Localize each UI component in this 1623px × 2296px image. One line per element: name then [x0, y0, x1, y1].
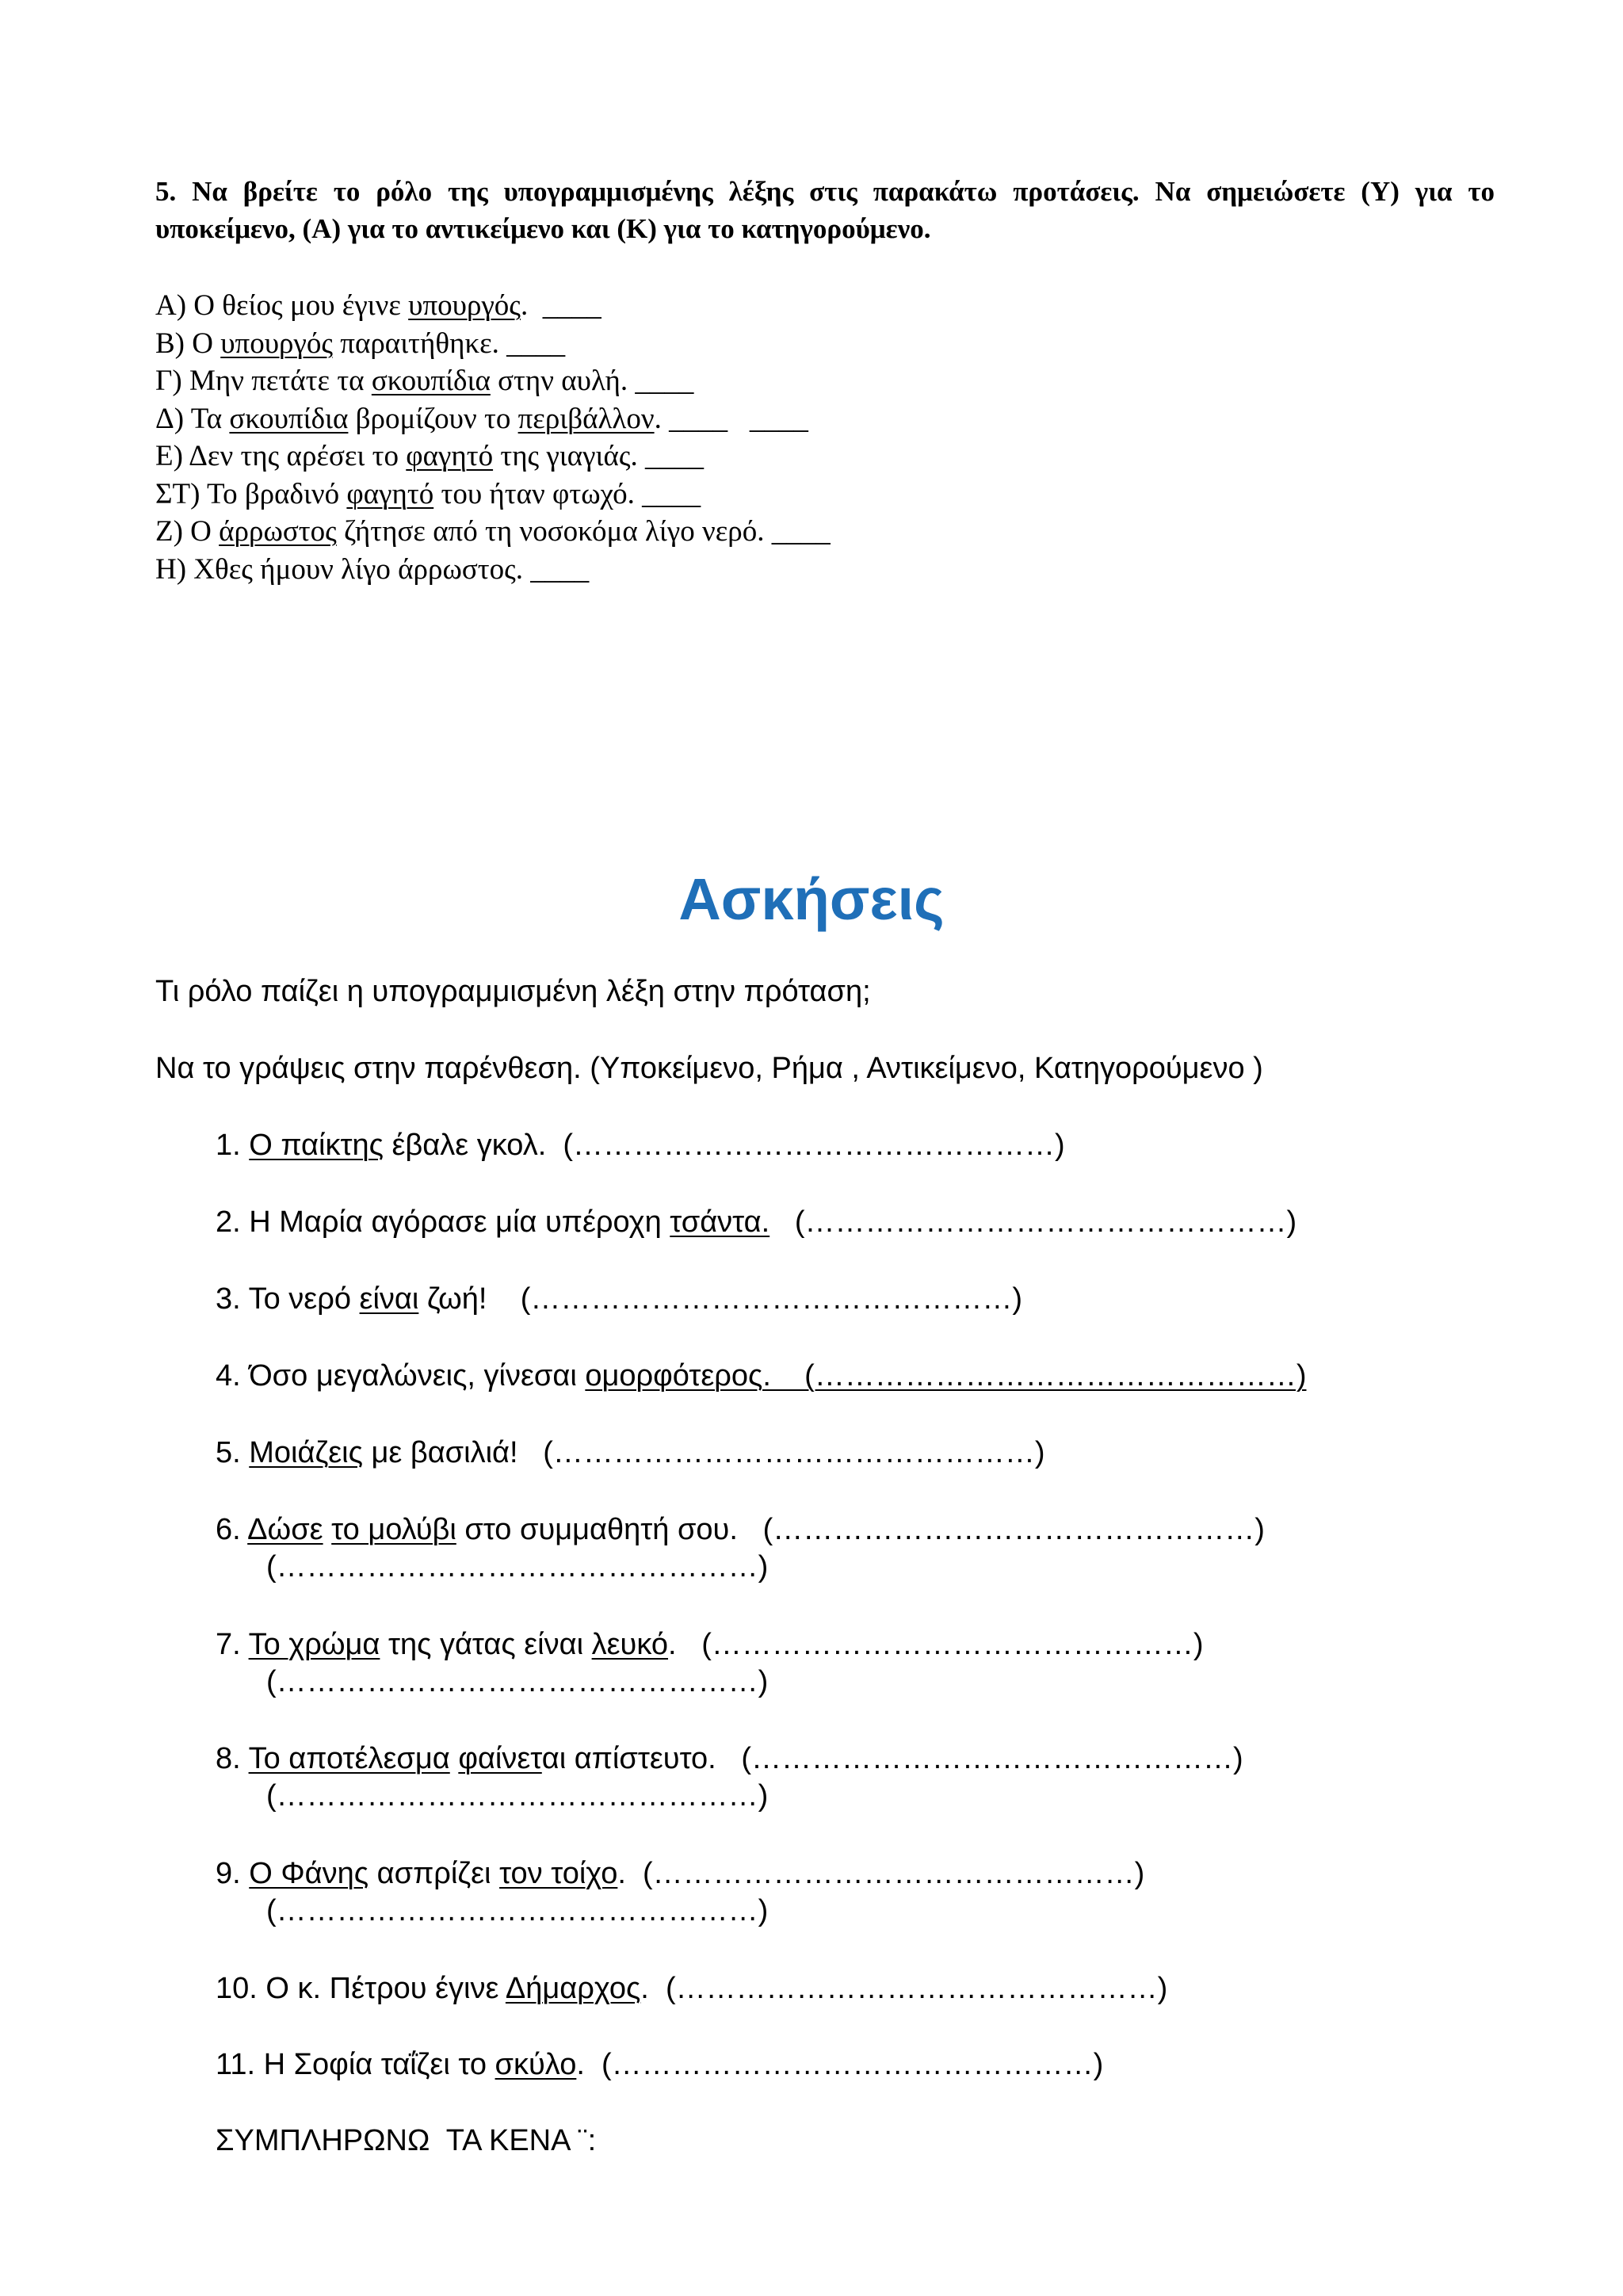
- answer-blank: (…………………………………………): [741, 1742, 1243, 1775]
- answer-blank: (…………………………………………): [520, 1282, 1023, 1316]
- answer-blank: (…………………………………………): [762, 1513, 1265, 1546]
- exercise-10: 10. Ο κ. Πέτρου έγινε Δήμαρχος. (…………………………………………): [216, 1972, 1168, 2005]
- question-text: Τι ρόλο παίζει η υπογραμμισμένη λέξη στην πρόταση;: [155, 975, 871, 1008]
- exercise-5-items: [155, 287, 1495, 588]
- exercise-4: 4. Όσο μεγαλώνεις, γίνεσαι ομορφότερος. (…………………………………………): [216, 1359, 1307, 1392]
- list-item: Α) Ο θείος μου έγινε υπουργός. ____: [155, 289, 601, 322]
- exercise-3: 3. Το νερό είναι ζωή! (…………………………………………): [216, 1282, 1023, 1316]
- answer-blank: (…………………………………………): [643, 1857, 1145, 1890]
- exercise-8: 8. Το αποτέλεσμα φαίνεται απίστευτο. (…………………………………………) (…………………………………………): [216, 1740, 1243, 1815]
- list-item: Β) Ο υπουργός παραιτήθηκε. ____: [155, 327, 566, 360]
- list-item: Η) Χθες ήμουν λίγο άρρωστος. ____: [155, 552, 590, 586]
- answer-blank: (…………………………………………): [266, 1550, 769, 1584]
- exercise-2: 2. Η Μαρία αγόρασε μία υπέροχη τσάντα. (…………………………………………): [216, 1205, 1297, 1239]
- answer-blank: (…………………………………………): [794, 1205, 1297, 1239]
- exercise-7: 7. Το χρώμα της γάτας είναι λευκό. (…………………………………………) (…………………………………………): [216, 1626, 1204, 1701]
- list-item: Ζ) Ο άρρωστος ζήτησε από τη νοσοκόμα λίγο νερό. ____: [155, 515, 831, 548]
- exercise-1: 1. Ο παίκτης έβαλε γκολ. (…………………………………………): [216, 1129, 1065, 1162]
- exercise-5-instruction: 5. Να βρείτε το ρόλο της υπογραμμισμένης λέξης στις παρακάτω προτάσεις. Να σημειώσετε (Υ) για το υποκείμενο, (Α) για το αντικείμενο και (Κ) για το κατηγορούμενο.: [155, 176, 1495, 244]
- answer-blank: (…………………………………………): [665, 1972, 1168, 2005]
- list-item: ΣΤ) Το βραδινό φαγητό του ήταν φτωχό. ____: [155, 477, 701, 510]
- list-item: Γ) Μην πετάτε τα σκουπίδια στην αυλή. ____: [155, 365, 694, 397]
- answer-blank: (…………………………………………): [266, 1894, 769, 1927]
- page-title: Ασκήσεις: [678, 866, 945, 932]
- exercise-5-section: [155, 173, 1495, 588]
- exercise-9: 9. Ο Φάνης ασπρίζει τον τοίχο. (…………………………………………) (…………………………………………): [216, 1855, 1144, 1930]
- exercise-6: 6. Δώσε το μολύβι στο συμμαθητή σου. (…………………………………………) (…………………………………………): [216, 1511, 1265, 1586]
- list-item: Δ) Τα σκουπίδια βρομίζουν το περιβάλλον. ____ ____: [155, 402, 808, 435]
- list-item: Ε) Δεν της αρέσει το φαγητό της γιαγιάς. ____: [155, 440, 704, 472]
- answer-blank: (…………………………………………): [701, 1628, 1204, 1661]
- answer-blank: (…………………………………………): [543, 1436, 1045, 1469]
- fill-blanks-heading: ΣΥΜΠΛΗΡΩΝΩ ΤΑ ΚΕΝΑ ¨:: [216, 2124, 597, 2157]
- exercise-5: 5. Μοιάζεις με βασιλιά! (…………………………………………): [216, 1436, 1045, 1469]
- answer-blank: (…………………………………………): [266, 1779, 769, 1813]
- answer-blank: (…………………………………………): [601, 2048, 1104, 2081]
- answer-blank: (…………………………………………): [266, 1665, 769, 1698]
- answer-blank: (…………………………………………): [563, 1129, 1065, 1162]
- exercise-11: 11. Η Σοφία ταΐζει το σκύλο. (…………………………………………): [216, 2048, 1104, 2081]
- instruction-text: Να το γράψεις στην παρένθεση. (Υποκείμενο, Ρήμα , Αντικείμενο, Κατηγορούμενο ): [155, 1052, 1263, 1085]
